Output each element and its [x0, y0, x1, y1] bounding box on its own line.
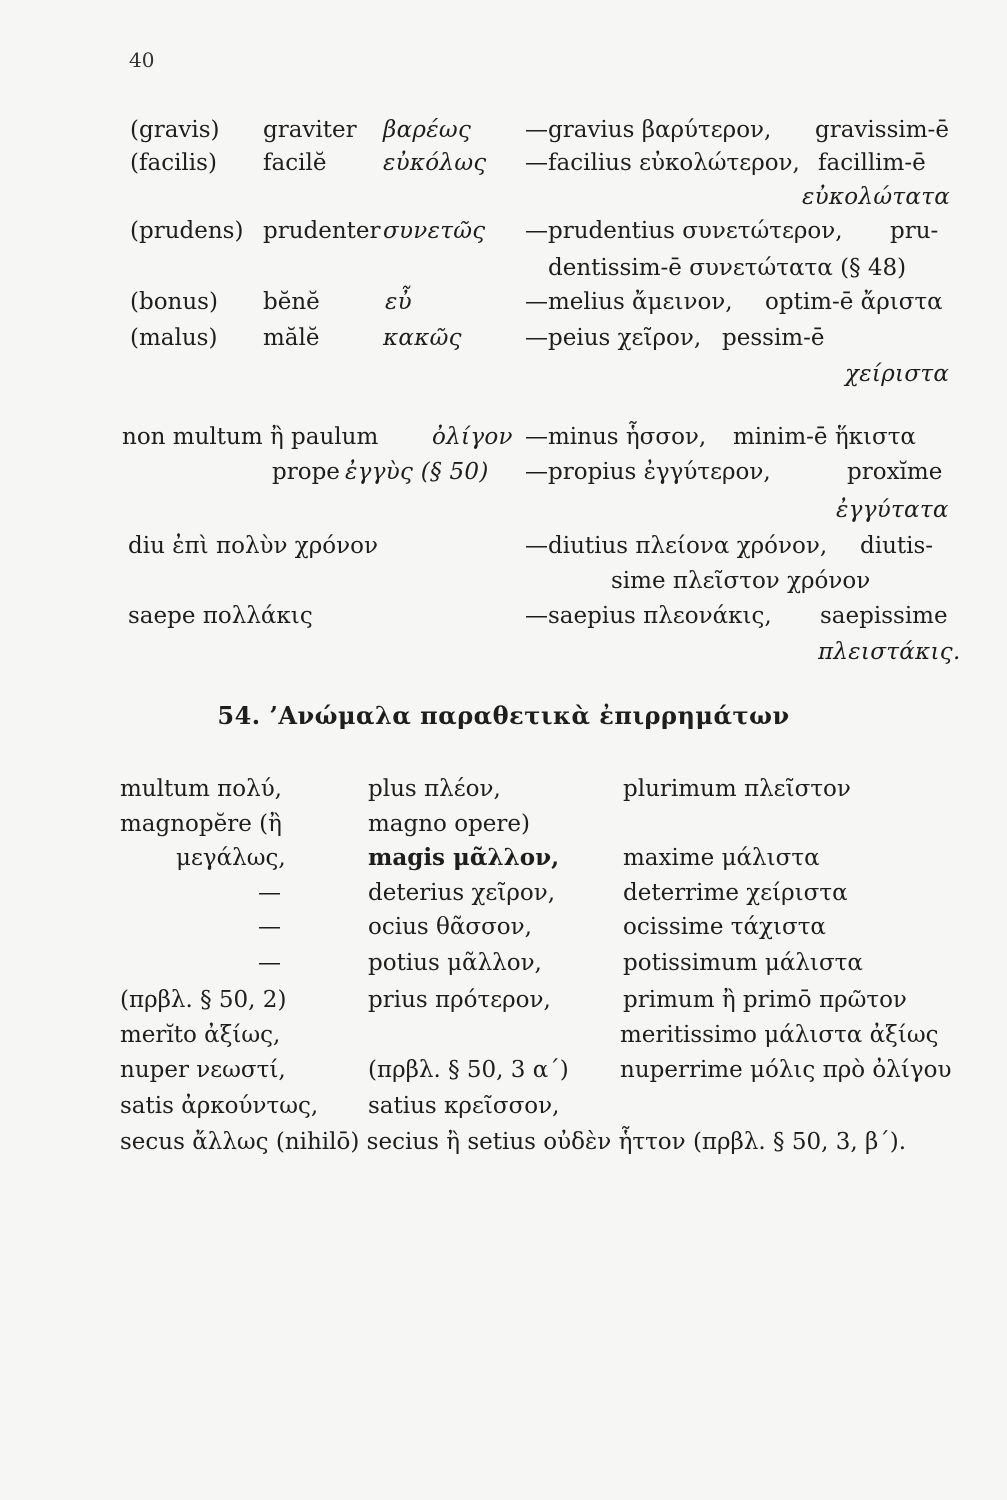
comparative-cell: —saepius πλεονάκις,	[525, 603, 772, 629]
superlative-cell: ocissime τάχιστα	[623, 914, 826, 940]
table-row-continuation	[0, 634, 1007, 670]
superlative-cell: proxĭme	[847, 459, 943, 485]
comparative-cell: plus πλέον,	[368, 776, 501, 802]
adverb-cell: prudenter	[263, 218, 381, 244]
comparative-cell: —diutius πλείονα χρόνον,	[525, 533, 828, 559]
continuation-cell: εὐκολώτατα	[802, 184, 951, 210]
table-row	[0, 454, 1007, 490]
table-row	[0, 840, 1007, 876]
table-row	[0, 1017, 1007, 1053]
table-row	[0, 598, 1007, 634]
superlative-cell: potissimum μάλιστα	[623, 950, 863, 976]
table-row	[0, 945, 1007, 981]
table-row-continuation	[0, 563, 1007, 599]
table-row-continuation	[0, 250, 1007, 286]
table-row	[0, 1124, 1007, 1160]
comparative-cell: magno opere)	[368, 811, 530, 837]
greek-cell: κακῶς	[383, 325, 462, 351]
positive-cell: —	[258, 914, 281, 940]
greek-cell: εὖ	[385, 289, 412, 315]
adverb-cell: graviter	[263, 117, 357, 143]
continuation-cell: ἐγγύτατα	[836, 497, 949, 523]
comparative-cell: prius πρότερον,	[368, 987, 551, 1013]
superlative-cell: diutis-	[860, 533, 934, 559]
superlative-cell: optim-ē ἄριστα	[765, 289, 943, 315]
positive-cell: (πρβλ. § 50, 2)	[120, 987, 287, 1013]
positive-cell: μεγάλως,	[176, 845, 286, 871]
comparative-cell: deterius χεῖρον,	[368, 880, 555, 906]
comparative-cell: —facilius εὐκολώτερον,	[525, 150, 800, 176]
adverb-cell: prope	[272, 459, 340, 485]
comparative-cell: —peius χεῖρον,	[525, 325, 702, 351]
comparative-cell: —minus ἧσσον,	[525, 424, 707, 450]
table-row	[0, 771, 1007, 807]
comparative-cell: —gravius βαρύτερον,	[525, 117, 772, 143]
adjective-cell: (facilis)	[130, 150, 217, 176]
positive-cell: magnopĕre (ἢ	[120, 811, 282, 837]
section-heading: 54. ’Ανώμαλα παραθετικὰ ἐπιρρημάτων	[217, 701, 790, 730]
positive-cell: merĭto ἀξίως,	[120, 1022, 281, 1048]
superlative-cell: nuperrime μόλις πρὸ ὀλίγου	[620, 1057, 952, 1083]
positive-cell: —	[258, 950, 281, 976]
comparative-cell: satius κρεῖσσον,	[368, 1093, 560, 1119]
adverb-cell: mălĕ	[263, 325, 320, 351]
positive-cell: satis ἀρκούντως,	[120, 1093, 319, 1119]
superlative-cell: minim-ē ἥκιστα	[733, 424, 916, 450]
comparative-cell: —prudentius συνετώτερον,	[525, 218, 843, 244]
table-row-continuation	[0, 179, 1007, 215]
comparative-cell: ocius θᾶσσον,	[368, 914, 532, 940]
greek-cell: βαρέως	[383, 117, 472, 143]
superlative-cell: maxime μάλιστα	[623, 845, 820, 871]
superlative-cell: facillim-ē	[818, 150, 926, 176]
superlative-cell: plurimum πλεῖστον	[623, 776, 851, 802]
adjective-cell: (prudens)	[130, 218, 244, 244]
superlative-cell: meritissimo μάλιστα ἀξίως	[620, 1022, 939, 1048]
superlative-cell: pessim-ē	[722, 325, 825, 351]
table-row	[0, 419, 1007, 455]
adjective-cell: saepe πολλάκις	[128, 603, 313, 629]
table-row	[0, 284, 1007, 320]
table-row	[0, 145, 1007, 181]
superlative-cell: pru-	[890, 218, 939, 244]
adjective-cell: non multum ἢ paulum	[122, 424, 379, 450]
table-row	[0, 112, 1007, 148]
table-row	[0, 909, 1007, 945]
comparative-cell: potius μᾶλλον,	[368, 950, 542, 976]
table-row-continuation	[0, 356, 1007, 392]
comparative-cell: magis μᾶλλον,	[368, 844, 560, 871]
superlative-cell: deterrime χείριστα	[623, 880, 848, 906]
superlative-cell: gravissim-ē	[815, 117, 949, 143]
table-row	[0, 875, 1007, 911]
continuation-cell: sime πλεῖστον χρόνον	[611, 568, 871, 594]
positive-cell: secus ἄλλως (nihilō) secius ἢ setius οὐδὲν ἧττον (πρβλ. § 50, 3, β΄).	[120, 1129, 907, 1155]
greek-cell: συνετῶς	[383, 218, 486, 244]
table-row	[0, 1052, 1007, 1088]
comparative-cell: (πρβλ. § 50, 3 α΄)	[368, 1057, 569, 1083]
superlative-cell: primum ἢ primō πρῶτον	[623, 987, 907, 1013]
adjective-cell: (malus)	[130, 325, 218, 351]
greek-cell: ἐγγὺς (§ 50)	[345, 459, 489, 485]
continuation-cell: πλειστάκις.	[818, 639, 961, 665]
comparative-cell: —melius ἄμεινον,	[525, 289, 733, 315]
adverb-cell: facilĕ	[263, 150, 327, 176]
continuation-cell: dentissim-ē συνετώτατα (§ 48)	[548, 255, 907, 281]
table-row	[0, 213, 1007, 249]
continuation-cell: χείριστα	[845, 361, 950, 387]
table-row	[0, 528, 1007, 564]
adjective-cell: (gravis)	[130, 117, 220, 143]
greek-cell: εὐκόλως	[383, 150, 487, 176]
positive-cell: multum πολύ,	[120, 776, 282, 802]
superlative-cell: saepissime	[820, 603, 948, 629]
table-row	[0, 982, 1007, 1018]
table-row	[0, 1088, 1007, 1124]
positive-cell: nuper νεωστί,	[120, 1057, 286, 1083]
table-row-continuation	[0, 492, 1007, 528]
table-row	[0, 320, 1007, 356]
adverb-cell: bĕnĕ	[263, 289, 320, 315]
table-row	[0, 806, 1007, 842]
page-number: 40	[129, 48, 155, 72]
adjective-cell: (bonus)	[130, 289, 218, 315]
comparative-cell: —propius ἐγγύτερον,	[525, 459, 771, 485]
adjective-cell: diu ἐπὶ πολὺν χρόνον	[128, 533, 378, 559]
greek-cell: ὀλίγον	[432, 424, 513, 450]
positive-cell: —	[258, 880, 281, 906]
